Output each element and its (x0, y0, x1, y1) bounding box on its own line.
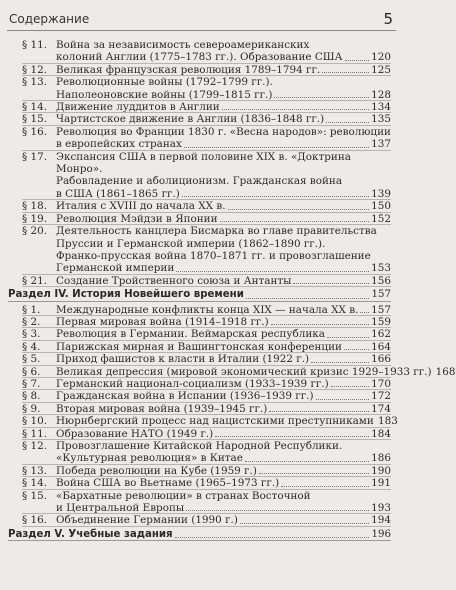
toc-entry-text: в США (1861–1865 гг.) (56, 187, 180, 200)
toc-entry-page: 172 (371, 390, 391, 403)
toc-entry-title (56, 341, 391, 353)
toc-entry-text: Великая депрессия (мировой экономический кризис 1929–1933 гг.) (56, 365, 432, 378)
dot-leader (271, 316, 369, 325)
toc-entry-text: Чартистское движение в Англии (1836–1848 гг.) (56, 113, 325, 126)
toc-entry-title (56, 304, 391, 316)
toc-entry-text: Война за независимость североамериканских (56, 39, 310, 51)
toc-entry-title (56, 428, 391, 440)
toc-entry[interactable] (0, 316, 403, 328)
toc-entry[interactable] (0, 390, 403, 402)
toc-entry[interactable] (0, 64, 403, 76)
page-number: 5 (383, 10, 393, 28)
dot-leader (327, 328, 369, 337)
toc-entry-page: 183 (377, 415, 398, 428)
toc-entry-title-line (56, 328, 391, 340)
toc-entry-text: «Бархатные революции» в странах Восточной (56, 489, 311, 502)
toc-entry-title-line (56, 39, 391, 51)
toc-entry-page: 170 (371, 377, 391, 390)
toc-entry-title (56, 490, 391, 515)
toc-entry-text: Революция во Франции 1830 г. «Весна народов»: революции (56, 125, 391, 138)
toc-entry-title-line (56, 250, 391, 262)
toc-entry-text: и Центральной Европы (56, 502, 185, 515)
dot-leader (269, 403, 369, 412)
toc-entry[interactable] (0, 304, 403, 316)
toc-entry-text: Первая мировая война (1914–1918 гг.) (56, 315, 269, 328)
toc-entry-title (56, 390, 391, 402)
toc-entry-page: 164 (371, 340, 391, 353)
dot-leader (322, 64, 369, 73)
header-divider (7, 30, 396, 31)
toc-entry-number: § 15. (22, 113, 48, 126)
dot-leader (184, 138, 369, 147)
dot-leader (274, 89, 369, 98)
toc-entry-title-line (56, 138, 391, 150)
toc-entry-page: 186 (371, 452, 391, 465)
toc-entry-page: 134 (371, 101, 391, 114)
toc-entry-number: § 10. (22, 415, 48, 428)
toc-entry-number: § 12. (22, 440, 48, 452)
toc-entry[interactable] (0, 440, 403, 465)
dot-leader (360, 304, 369, 313)
toc-entry-title-line (8, 529, 391, 541)
dot-leader (182, 188, 369, 197)
toc-entry-title-line (56, 151, 391, 176)
toc-entry-title-line (56, 378, 391, 390)
toc-entry-page: 184 (371, 427, 391, 440)
toc-entry-page: 120 (371, 51, 391, 64)
toc-entry-page: 153 (371, 262, 391, 275)
toc-entry-number: § 9. (22, 402, 41, 415)
toc-entry-page: 168 (435, 365, 456, 378)
toc-entry-text: Революция в Германии. Веймарская республика (56, 328, 325, 341)
toc-entry-title (8, 529, 391, 541)
toc-entry-number: § 3. (22, 328, 41, 341)
toc-entry-page: 157 (371, 303, 391, 316)
toc-entry-number: § 6. (22, 365, 41, 378)
toc-entry-text: Движение луддитов в Англии (56, 101, 220, 114)
toc-entry-title-line (56, 428, 391, 440)
toc-entry[interactable] (0, 378, 403, 390)
dot-leader (186, 502, 369, 511)
toc-entry-text: Международные конфликты конца XIX — начала XX в. (56, 303, 359, 316)
dot-leader (311, 353, 369, 362)
toc-entry-number: § 11. (22, 427, 48, 440)
toc-entry-text: Гражданская война в Испании (1936–1939 гг.) (56, 390, 314, 403)
toc-entry-page: 159 (371, 315, 391, 328)
toc-entry[interactable] (0, 151, 403, 201)
toc-entry-text: колоний Англии (1775–1783 гг.). Образование США (56, 51, 343, 64)
toc-entry-title-line (56, 304, 391, 316)
toc-entry-number: § 11. (22, 39, 48, 51)
toc-entry-title (56, 353, 391, 365)
toc-entry-title-line (56, 126, 391, 138)
toc-entry-title (56, 514, 391, 526)
toc-entry-text: Франко-прусская война 1870–1871 гг. и провозглашение (56, 249, 371, 262)
toc-entry-number: § 5. (22, 353, 41, 366)
toc-entry-title-line (56, 366, 456, 378)
toc-entry[interactable] (0, 200, 403, 212)
toc-entry-title (56, 465, 391, 477)
toc-entry-page: 174 (371, 402, 391, 415)
toc-entry[interactable] (0, 225, 403, 275)
toc-entry-text: Великая французская революция 1789–1794 гг. (56, 63, 321, 76)
toc-entry-title-line (56, 415, 398, 427)
toc-entry-number: § 19. (22, 212, 48, 225)
toc-entry-title (56, 213, 391, 225)
toc-entry-title-line (56, 353, 391, 365)
toc-entry-text: Приход фашистов к власти в Италии (1922 г.) (56, 353, 310, 366)
toc-entry-number: § 20. (22, 225, 48, 238)
toc-entry-number: § 8. (22, 390, 41, 403)
toc-entry-title-line (56, 64, 391, 76)
toc-entry[interactable] (0, 428, 403, 440)
toc-entry[interactable] (0, 126, 403, 151)
toc-entry-title (56, 39, 391, 64)
toc-entry-title-line (56, 477, 391, 489)
toc-entry-title (56, 76, 391, 101)
toc-entry-title (56, 275, 391, 287)
toc-entry-title-line (56, 514, 391, 526)
dot-leader (281, 477, 369, 486)
toc-entry-text: Война США во Вьетнаме (1965–1973 гг.) (56, 477, 280, 490)
toc-entry-title (56, 113, 391, 125)
toc-entry-text: «Культурная революция» в Китае (56, 452, 243, 465)
toc-entry-title-line (56, 89, 391, 101)
toc-entry-text: Раздел V. Учебные задания (8, 528, 173, 540)
toc-entry[interactable] (0, 514, 403, 526)
toc-entry-number: § 14. (22, 477, 48, 490)
toc-entry-text: Парижская мирная и Вашингтонская конференции (56, 340, 342, 353)
toc-entry-page: 125 (371, 63, 391, 76)
toc-entry-text: Объединение Германии (1990 г.) (56, 514, 238, 527)
toc-entry[interactable] (0, 76, 403, 101)
toc-entry-number: § 1. (22, 303, 41, 316)
dot-leader (240, 514, 369, 523)
toc-entry-title-line (56, 175, 391, 187)
running-head-title: Содержание (9, 12, 90, 26)
toc-entry-number: § 17. (22, 150, 48, 163)
toc-entry-title-line (56, 225, 391, 237)
toc-entry-title (56, 415, 398, 427)
toc-entry-text: Наполеоновские войны (1799–1815 гг.) (56, 88, 273, 101)
dot-leader (293, 275, 369, 284)
toc-entry-text: Нюрнбергский процесс над нацистскими преступниками (56, 415, 374, 428)
toc-entry-page: 139 (371, 187, 391, 200)
toc-entry-number: § 13. (22, 464, 48, 477)
toc-entry[interactable] (0, 403, 403, 415)
toc-entry[interactable] (0, 353, 403, 365)
toc-entry[interactable] (0, 341, 403, 353)
toc-entry-title-line (56, 440, 391, 452)
toc-entry[interactable] (0, 490, 403, 515)
toc-entry-page: 157 (371, 289, 391, 301)
toc-entry-title (56, 440, 391, 465)
toc-entry-title-line (8, 289, 391, 301)
table-of-contents (0, 39, 456, 543)
toc-entry-page: 152 (371, 212, 391, 225)
toc-entry-text: Победа революции на Кубе (1959 г.) (56, 464, 257, 477)
toc-entry-text: в европейских странах (56, 138, 182, 151)
toc-entry-title-line (56, 316, 391, 328)
toc-entry-page: 156 (371, 274, 391, 287)
toc-entry-number: § 2. (22, 315, 41, 328)
toc-entry-number: § 13. (22, 76, 48, 89)
toc-entry[interactable] (0, 275, 403, 287)
dot-leader (215, 428, 369, 437)
toc-entry-text: Рабовладение и аболиционизм. Гражданская война (56, 175, 343, 188)
toc-entry-title (56, 328, 391, 340)
toc-entry[interactable] (0, 213, 403, 225)
toc-entry-title-line (56, 403, 391, 415)
toc-entry-title-line (56, 390, 391, 402)
toc-entry-title-line (56, 465, 391, 477)
toc-entry[interactable] (0, 415, 403, 427)
toc-section[interactable] (0, 529, 403, 541)
toc-entry-title (56, 151, 391, 201)
dot-leader (245, 452, 369, 461)
dot-leader (220, 213, 369, 222)
toc-entry[interactable] (0, 39, 403, 64)
toc-entry[interactable] (0, 465, 403, 477)
toc-entry-text: Провозглашение Китайской Народной Республики. (56, 440, 343, 452)
toc-entry-text: Деятельность канцлера Бисмарка во главе правительства (56, 225, 377, 238)
toc-entry-page: 150 (371, 200, 391, 213)
toc-entry-title-line (56, 113, 391, 125)
toc-entry-number: § 4. (22, 340, 41, 353)
toc-entry-title (56, 477, 391, 489)
toc-entry-title-line (56, 101, 391, 113)
toc-entry-title (56, 64, 391, 76)
toc-entry-page: 128 (371, 88, 391, 101)
dot-leader (175, 529, 369, 538)
toc-entry-title-line (56, 262, 391, 274)
page-header (0, 0, 403, 34)
toc-entry-title (56, 225, 391, 275)
dot-leader (246, 289, 369, 298)
toc-entry-page: 166 (371, 353, 391, 366)
toc-entry-number: § 12. (22, 63, 48, 76)
toc-entry-title-line (56, 51, 391, 63)
toc-entry-number: § 15. (22, 489, 48, 502)
toc-entry-number: § 16. (22, 125, 48, 138)
toc-entry-title (56, 101, 391, 113)
toc-entry-title-line (56, 188, 391, 200)
toc-entry-title-line (56, 275, 391, 287)
toc-entry-text: Вторая мировая война (1939–1945 гг.) (56, 402, 268, 415)
toc-entry-page: 196 (371, 528, 391, 540)
toc-entry-number: § 14. (22, 101, 48, 114)
toc-entry-title (56, 403, 391, 415)
dot-leader (228, 200, 369, 209)
toc-entry-number: § 21. (22, 274, 48, 287)
toc-entry-text: Экспансия США в первой половине XIX в. «Доктрина Монро». (56, 150, 351, 176)
dot-leader (345, 51, 369, 60)
dot-leader (222, 101, 369, 110)
toc-entry-title-line (56, 452, 391, 464)
toc-entry[interactable] (0, 365, 456, 378)
toc-entry-title-line (56, 213, 391, 225)
toc-entry-text: Раздел IV. История Новейшего времени (8, 289, 244, 301)
toc-entry-title (56, 200, 391, 212)
toc-entry-title-line (56, 341, 391, 353)
toc-entry-text: Революционные войны (1792–1799 гг.). (56, 76, 273, 89)
toc-entry-page: 162 (371, 328, 391, 341)
toc-entry-page: 190 (371, 464, 391, 477)
toc-entry-page: 135 (371, 113, 391, 126)
dot-leader (259, 465, 369, 474)
toc-entry-text: Революция Мэйдзи в Японии (56, 212, 218, 225)
toc-entry-title (56, 378, 391, 390)
toc-entry-title (56, 366, 456, 378)
dot-leader (344, 341, 369, 350)
toc-entry-title-line (56, 502, 391, 514)
toc-entry[interactable] (0, 101, 403, 113)
toc-entry-page: 137 (371, 138, 391, 151)
toc-entry-text: Италия с XVIII до начала XX в. (56, 200, 226, 213)
toc-entry[interactable] (0, 113, 403, 125)
toc-entry-page: 191 (371, 477, 391, 490)
toc-entry[interactable] (0, 477, 403, 489)
toc-entry-text: Образование НАТО (1949 г.) (56, 427, 214, 440)
dot-leader (331, 378, 369, 387)
toc-entry-title-line (56, 238, 391, 250)
toc-entry-text: Пруссии и Германской империи (1862–1890 гг.). (56, 237, 326, 250)
toc-entry-text: Германский национал-социализм (1933–1939 гг.) (56, 377, 329, 390)
toc-entry-title-line (56, 76, 391, 88)
toc-entry-number: § 18. (22, 200, 48, 213)
toc-entry-title (56, 316, 391, 328)
toc-entry-page: 193 (371, 502, 391, 515)
dot-leader (316, 390, 369, 399)
toc-entry-title-line (56, 200, 391, 212)
dot-leader (176, 262, 369, 271)
toc-entry-text: Германской империи (56, 262, 175, 275)
toc-entry-title (56, 126, 391, 151)
toc-entry-title-line (56, 490, 391, 502)
toc-entry-number: § 16. (22, 514, 48, 527)
toc-section[interactable] (0, 289, 403, 301)
toc-entry-number: § 7. (22, 377, 41, 390)
toc-entry-page: 194 (371, 514, 391, 527)
toc-entry-title (8, 289, 391, 301)
dot-leader (326, 113, 369, 122)
toc-entry[interactable] (0, 328, 403, 340)
toc-entry-text: Создание Тройственного союза и Антанты (56, 274, 292, 287)
